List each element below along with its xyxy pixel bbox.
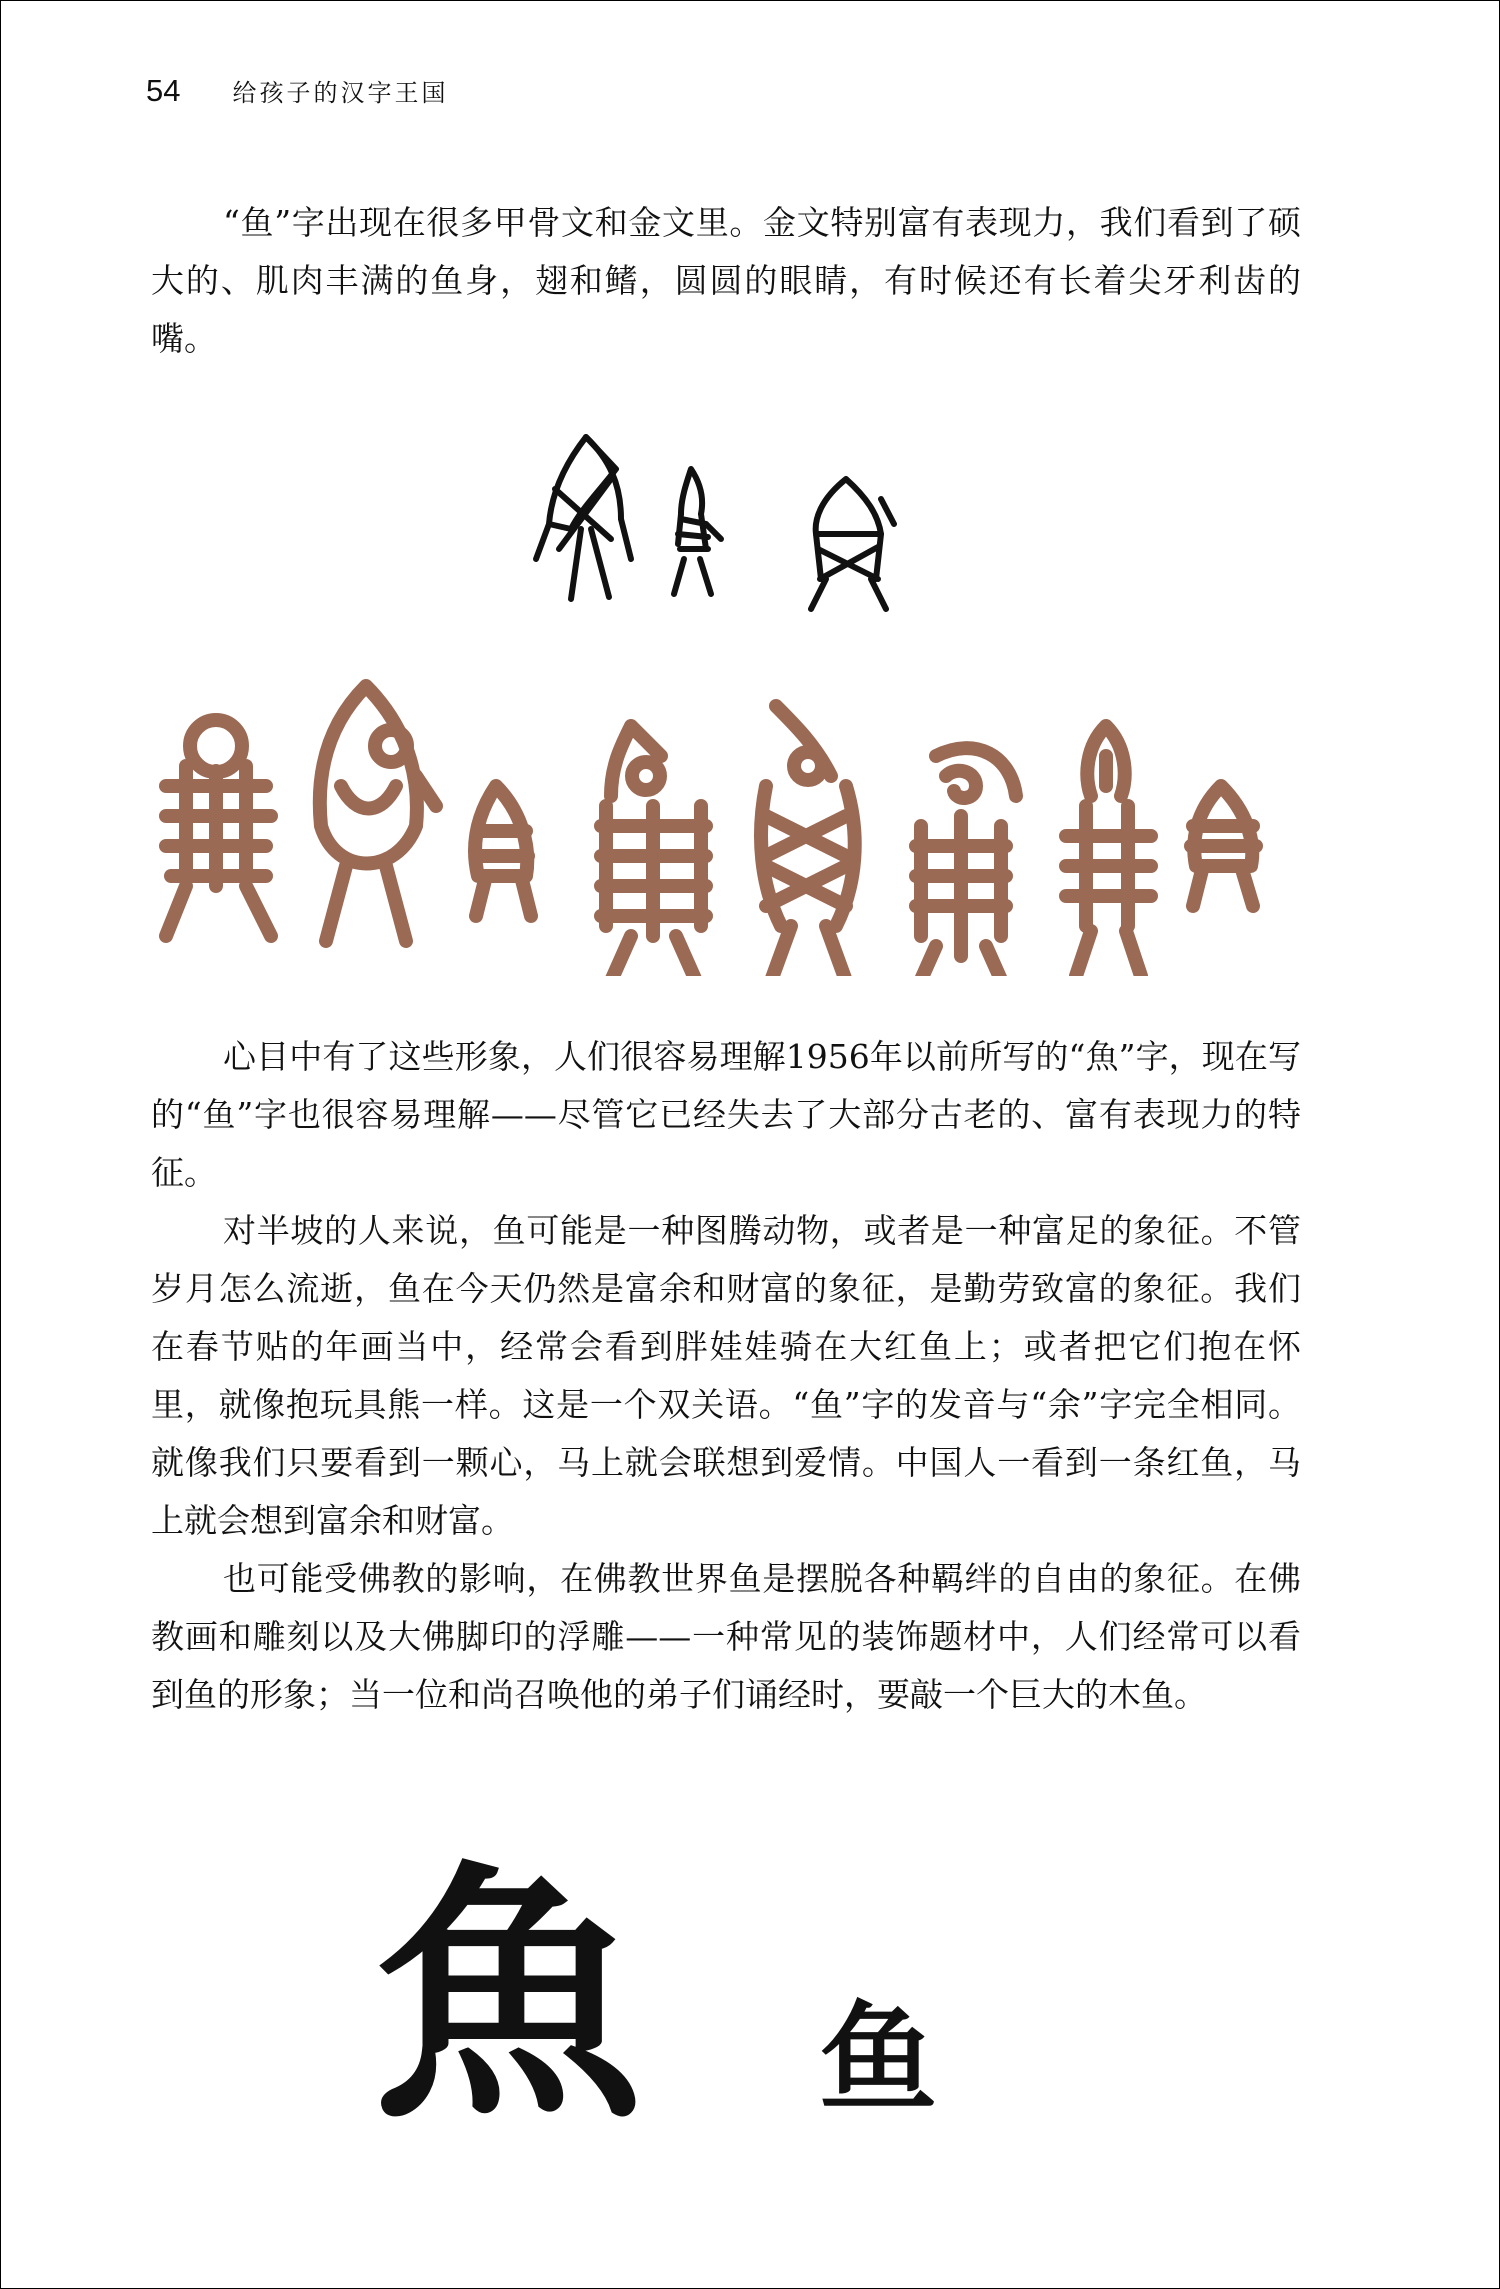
bronze-fish-6 — [916, 748, 1016, 976]
bronze-fish-figures — [156, 676, 1276, 976]
bronze-inscription-fish-glyphs — [156, 676, 1276, 981]
bronze-fish-5 — [761, 706, 855, 976]
traditional-fish-character: 魚 — [373, 1837, 643, 2155]
page-header — [146, 73, 448, 113]
intro-text — [151, 194, 1301, 368]
paragraph: 也可能受佛教的影响，在佛教世界鱼是摆脱各种羁绊的自由的象征。在佛教画和雕刻以及大佛脚印的浮雕——一种常见的装饰题材中，人们经常可以看到鱼的形象；当一位和尚召唤他的弟子们诵经时，要敲一个巨大的木鱼。 — [151, 1559, 1301, 1714]
bronze-fish-7 — [1066, 726, 1151, 976]
simplified-fish-character: 鱼 — [819, 1988, 938, 2127]
page-number: 54 — [146, 73, 181, 108]
oracle-bone-fish-glyphs — [531, 429, 911, 624]
paragraph: 心目中有了这些形象，人们很容易理解1956年以前所写的“魚”字，现在写的“鱼”字也很容易理解——尽管它已经失去了大部分古老的、富有表现力的特征。 — [151, 1037, 1301, 1192]
bronze-fish-2 — [320, 686, 436, 941]
paragraph: 对半坡的人来说，鱼可能是一种图腾动物，或者是一种富足的象征。不管岁月怎么流逝，鱼在今天仍然是富余和财富的象征，是勤劳致富的象征。我们在春节贴的年画当中，经常会看到胖娃娃骑在大红鱼上；或者把它们抱在怀里，就像抱玩具熊一样。这是一个双关语。“鱼”字的发音与“余”字完全相同。就像我们只要看到一颗心，马上就会联想到爱情。中国人一看到一条红鱼，马上就会想到富余和财富。 — [151, 1211, 1301, 1540]
running-title: 给孩子的汉字王国 — [232, 79, 449, 107]
bronze-fish-8 — [1191, 786, 1256, 906]
bronze-fish-1 — [166, 720, 271, 936]
oracle-fish-3 — [811, 479, 894, 609]
bronze-fish-3 — [475, 786, 531, 916]
oracle-fish-1 — [536, 437, 631, 599]
oracle-fish-2 — [674, 469, 721, 594]
bronze-fish-4 — [601, 726, 706, 976]
body-text — [151, 1028, 1301, 1724]
oracle-fish-figures — [531, 429, 911, 619]
paragraph: “鱼”字出现在很多甲骨文和金文里。金文特别富有表现力，我们看到了硕大的、肌肉丰满的鱼身，翅和鳍，圆圆的眼睛，有时候还有长着尖牙利齿的嘴。 — [151, 203, 1301, 358]
